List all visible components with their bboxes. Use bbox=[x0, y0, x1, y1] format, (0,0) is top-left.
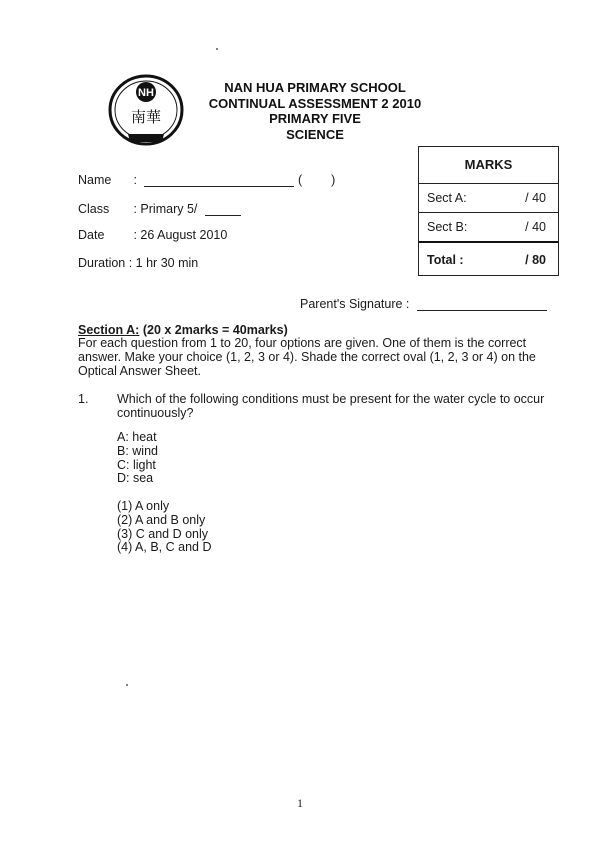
answer-choice[interactable]: (1) A only bbox=[117, 499, 170, 513]
choice-list bbox=[117, 500, 211, 555]
page-number: 1 bbox=[297, 796, 303, 810]
total-label: Total : bbox=[427, 253, 464, 267]
marks-row-value: / 40 bbox=[525, 220, 546, 234]
class-value: : Primary 5/ bbox=[133, 202, 198, 216]
marks-row-label: Sect A: bbox=[427, 191, 467, 205]
class-field[interactable] bbox=[205, 203, 241, 216]
answer-choice[interactable]: (3) C and D only bbox=[117, 526, 209, 541]
section-a-heading: Section A: bbox=[78, 323, 140, 337]
index-open: ( bbox=[297, 173, 303, 187]
level-title: PRIMARY FIVE bbox=[269, 111, 361, 126]
name-field[interactable] bbox=[144, 174, 294, 187]
date-label: Date bbox=[78, 228, 105, 242]
list-item: C: light bbox=[117, 457, 156, 472]
index-close: ) bbox=[331, 173, 336, 187]
marks-row-label: Sect B: bbox=[427, 220, 468, 234]
signature-field[interactable] bbox=[417, 298, 547, 311]
scan-speck bbox=[216, 48, 218, 50]
svg-text:南華: 南華 bbox=[130, 108, 162, 126]
section-a-instructions: For each question from 1 to 20, four options are given. One of them is the correct answer. Make your choice (1, 2, 3 or 4). Shade the correct oval (1, 2, 3 or 4) on the Optical Answer Sheet. bbox=[78, 336, 536, 378]
section-a-title bbox=[78, 323, 288, 337]
exam-header bbox=[180, 80, 450, 142]
list-item: A: heat bbox=[117, 430, 157, 444]
answer-choice[interactable]: (4) A, B, C and D bbox=[117, 540, 212, 555]
scan-speck bbox=[126, 684, 128, 686]
date-row bbox=[78, 228, 227, 242]
question-text: Which of the following conditions must be present for the water cycle to occur continuously? bbox=[117, 392, 545, 420]
duration-label: Duration bbox=[78, 256, 126, 270]
section-a-marks: (20 x 2marks = 40marks) bbox=[139, 323, 288, 337]
list-item: B: wind bbox=[117, 443, 158, 458]
class-label: Class bbox=[78, 202, 110, 216]
school-name: NAN HUA PRIMARY SCHOOL bbox=[224, 80, 406, 95]
duration-row bbox=[78, 256, 198, 270]
assessment-title: CONTINUAL ASSESSMENT 2 2010 bbox=[208, 95, 422, 111]
total-value: / 80 bbox=[525, 253, 546, 267]
marks-row-sect-a bbox=[419, 183, 558, 213]
date-value: : 26 August 2010 bbox=[133, 228, 228, 242]
name-label: Name bbox=[78, 173, 112, 187]
list-item: D: sea bbox=[117, 471, 154, 486]
class-row bbox=[78, 202, 241, 216]
marks-row-sect-b bbox=[419, 212, 558, 242]
name-row bbox=[78, 173, 335, 187]
marks-table bbox=[418, 146, 559, 276]
marks-row-value: / 40 bbox=[525, 191, 546, 205]
duration-value: : 1 hr 30 min bbox=[128, 256, 199, 270]
question-number: 1. bbox=[78, 392, 89, 406]
name-separator: : bbox=[133, 173, 137, 187]
marks-title: MARKS bbox=[464, 157, 513, 172]
subject-title: SCIENCE bbox=[286, 126, 344, 142]
signature-label: Parent's Signature : bbox=[300, 297, 410, 311]
condition-list bbox=[117, 431, 158, 486]
marks-row-total bbox=[419, 241, 558, 276]
svg-text:NH: NH bbox=[138, 87, 154, 99]
parent-signature bbox=[300, 297, 547, 311]
answer-choice[interactable]: (2) A and B only bbox=[117, 512, 206, 527]
